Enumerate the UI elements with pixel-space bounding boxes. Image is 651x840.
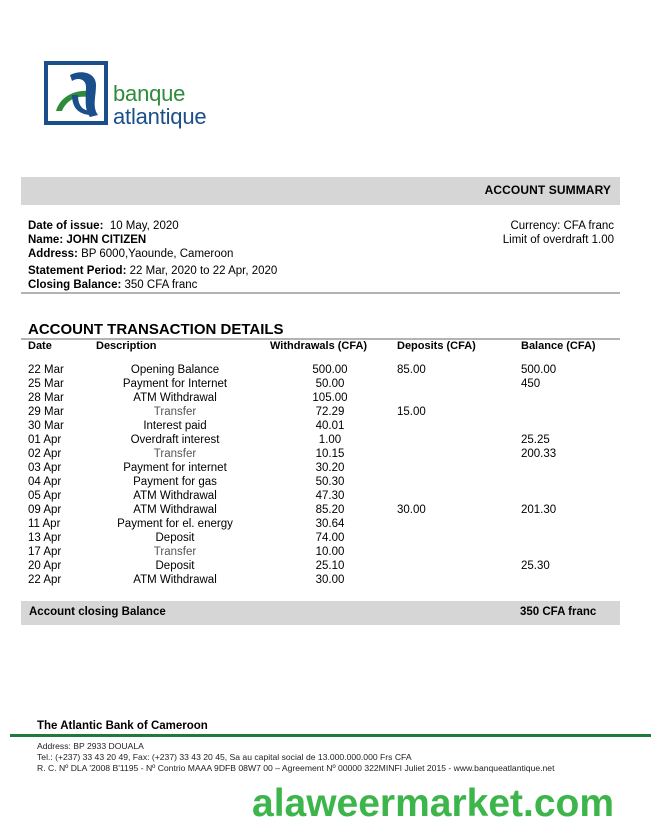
- cell-description: ATM Withdrawal: [133, 574, 217, 586]
- cell-date: 13 Apr: [28, 532, 62, 544]
- cell-withdrawal: 72.29: [315, 406, 345, 418]
- cell-withdrawal: 40.01: [315, 420, 345, 432]
- statement-period-label: Statement Period:: [28, 265, 127, 277]
- name-value: JOHN CITIZEN: [66, 234, 147, 246]
- cell-description: Deposit: [155, 532, 195, 544]
- address-label: Address:: [28, 248, 78, 260]
- footer-bank-name: The Atlantic Bank of Cameroon: [37, 720, 208, 732]
- column-header-withdrawals: Withdrawals (CFA): [270, 340, 368, 352]
- overdraft-limit: Limit of overdraft 1.00: [502, 234, 614, 246]
- cell-date: 29 Mar: [28, 406, 64, 418]
- cell-balance: 450: [521, 378, 541, 390]
- closing-balance: [28, 278, 197, 292]
- cell-withdrawal: 47.30: [315, 490, 345, 502]
- stylized-a-icon: [48, 65, 104, 121]
- table-row: [0, 503, 651, 517]
- cell-withdrawal: 10.00: [315, 546, 345, 558]
- cell-description: Overdraft interest: [130, 434, 220, 446]
- table-row: [0, 419, 651, 433]
- cell-description: Payment for el. energy: [117, 518, 233, 530]
- account-closing-balance-bar: [21, 601, 620, 625]
- transaction-details-title: ACCOUNT TRANSACTION DETAILS: [28, 321, 284, 338]
- cell-withdrawal: 50.00: [315, 378, 345, 390]
- cell-description: Deposit: [155, 560, 195, 572]
- table-row: [0, 517, 651, 531]
- cell-balance: 25.30: [521, 560, 550, 572]
- name-label: Name:: [28, 234, 64, 246]
- cell-description: Payment for gas: [133, 476, 217, 488]
- cell-balance: 200.33: [521, 448, 557, 460]
- table-row: [0, 545, 651, 559]
- cell-date: 20 Apr: [28, 560, 62, 572]
- statement-period: [28, 264, 277, 278]
- cell-withdrawal: 500.00: [312, 364, 348, 376]
- cell-date: 04 Apr: [28, 476, 62, 488]
- cell-deposit: 15.00: [397, 406, 426, 418]
- table-row: [0, 573, 651, 587]
- date-of-issue: [28, 219, 179, 233]
- date-of-issue-value: 10 May, 2020: [109, 220, 179, 232]
- cell-description: ATM Withdrawal: [133, 504, 217, 516]
- table-row: [0, 489, 651, 503]
- cell-withdrawal: 10.15: [315, 448, 345, 460]
- account-summary-header: [21, 177, 620, 205]
- date-of-issue-label: Date of issue:: [28, 220, 104, 232]
- cell-description: ATM Withdrawal: [133, 490, 217, 502]
- account-closing-balance-value: 350 CFA franc: [520, 606, 597, 618]
- column-header-deposits: Deposits (CFA): [397, 340, 476, 352]
- cell-date: 11 Apr: [28, 518, 61, 530]
- cell-withdrawal: 30.20: [315, 462, 345, 474]
- cell-withdrawal: 74.00: [315, 532, 345, 544]
- divider: [21, 292, 620, 294]
- table-row: [0, 391, 651, 405]
- bank-logo-icon: [44, 61, 108, 125]
- cell-date: 17 Apr: [28, 546, 62, 558]
- cell-date: 22 Mar: [28, 364, 64, 376]
- cell-description: Transfer: [153, 546, 197, 558]
- cell-balance: 201.30: [521, 504, 557, 516]
- cell-withdrawal: 30.64: [315, 518, 345, 530]
- cell-date: 25 Mar: [28, 378, 64, 390]
- cell-withdrawal: 85.20: [315, 504, 345, 516]
- footer-address: Address: BP 2933 DOUALA: [37, 741, 144, 751]
- cell-date: 03 Apr: [28, 462, 62, 474]
- statement-period-value: 22 Mar, 2020 to 22 Apr, 2020: [129, 265, 278, 277]
- cell-description: Transfer: [153, 448, 197, 460]
- cell-description: Transfer: [153, 406, 197, 418]
- cell-description: Payment for internet: [123, 462, 227, 474]
- cell-description: ATM Withdrawal: [133, 392, 217, 404]
- cell-withdrawal: 105.00: [312, 392, 348, 404]
- account-closing-balance-label: Account closing Balance: [29, 606, 166, 618]
- column-header-balance: Balance (CFA): [521, 340, 596, 352]
- cell-date: 01 Apr: [28, 434, 62, 446]
- footer-divider: [10, 734, 651, 737]
- cell-date: 22 Apr: [28, 574, 62, 586]
- cell-withdrawal: 1.00: [318, 434, 342, 446]
- cell-deposit: 85.00: [397, 364, 426, 376]
- table-row: [0, 475, 651, 489]
- closing-balance-label: Closing Balance:: [28, 279, 122, 291]
- cell-date: 30 Mar: [28, 420, 64, 432]
- cell-balance: 500.00: [521, 364, 557, 376]
- table-row: [0, 433, 651, 447]
- cell-description: Payment for Internet: [122, 378, 228, 390]
- table-row: [0, 363, 651, 377]
- address-value: BP 6000,Yaounde, Cameroon: [81, 248, 234, 260]
- cell-deposit: 30.00: [397, 504, 426, 516]
- cell-date: 09 Apr: [28, 504, 62, 516]
- watermark-text: alaweermarket.com: [252, 782, 615, 825]
- currency: Currency: CFA franc: [510, 220, 614, 232]
- cell-withdrawal: 30.00: [315, 574, 345, 586]
- account-address: [28, 247, 233, 261]
- cell-withdrawal: 25.10: [315, 560, 345, 572]
- column-header-description: Description: [96, 340, 157, 352]
- cell-description: Interest paid: [143, 420, 207, 432]
- table-row: [0, 531, 651, 545]
- cell-balance: 25.25: [521, 434, 550, 446]
- footer-registration: R. C. Nº DLA '2008 B'1195 - Nº Contrio MAAA 9DFB 08W7 00 – Agreement Nº 00000 322MINFI Juliet 2015 - www.banqueatlantique.net: [37, 763, 555, 773]
- logo-text-banque: banque: [113, 81, 186, 106]
- cell-description: Opening Balance: [130, 364, 220, 376]
- cell-date: 02 Apr: [28, 448, 62, 460]
- closing-balance-value: 350 CFA franc: [124, 279, 198, 291]
- logo-text-atlantique: atlantique: [113, 104, 207, 129]
- table-row: [0, 377, 651, 391]
- cell-date: 28 Mar: [28, 392, 64, 404]
- table-row: [0, 405, 651, 419]
- cell-withdrawal: 50.30: [315, 476, 345, 488]
- account-holder-name: [28, 233, 146, 247]
- cell-date: 05 Apr: [28, 490, 62, 502]
- table-row: [0, 447, 651, 461]
- footer-contact: Tel.: (+237) 33 43 20 49, Fax: (+237) 33 43 20 45, Sa au capital social de 13.000.000.000 Frs CFA: [37, 752, 412, 762]
- table-row: [0, 461, 651, 475]
- table-row: [0, 559, 651, 573]
- column-header-date: Date: [28, 340, 52, 352]
- account-summary-title: ACCOUNT SUMMARY: [484, 183, 611, 197]
